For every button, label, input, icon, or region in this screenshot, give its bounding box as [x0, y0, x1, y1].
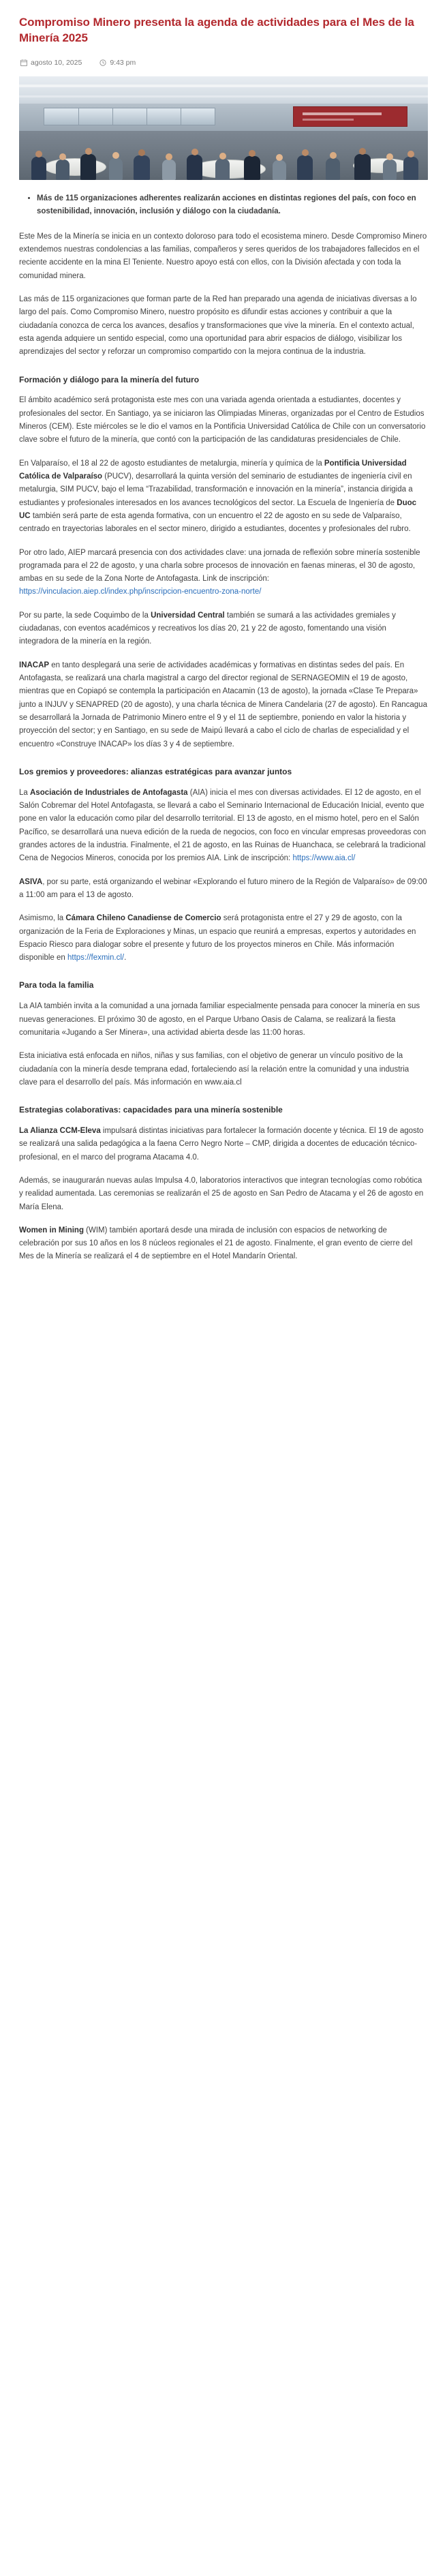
body-text: La [19, 788, 30, 797]
emphasis-text: Duoc UC [19, 498, 417, 520]
paragraph-b7 [19, 876, 428, 903]
paragraph-b8 [19, 912, 428, 965]
body-text: Esta iniciativa está enfocada en niños, niñas y sus familias, con el objetivo de generar un vínculo positivo de la ciudadanía con la minería desde temprana edad, fortaleciendo así la relación entre la comunidad y una industria clave para el desarrollo del país. Más información en www.aia.cl [19, 1052, 410, 1087]
emphasis-text: INACAP [19, 661, 50, 669]
paragraph-b1 [19, 457, 428, 536]
body-text: impulsará distintas iniciativas para fortalecer la formación docente y técnica. El 19 de agosto se realizará una salida pedagógica a la faena Cerro Negro Norte – CMP, dirigida a docentes de educación técnico-profesional, en el marco del programa Atacama 4.0. [19, 1126, 424, 1162]
body-text: en tanto desplegará una serie de actividades académicas y formativas en distintas sedes del país. En Antofagasta, se realizará una charla magistral a cargo del director regional de SERNAGEOMIN el 19 de agosto, mientras que en Copiapó se contempla la participación en Atacamin (13 de agosto), la jornada «Clase Te Prepara» junto a INJUV y SENAPRED (20 de agosto), y una charla técnica de Minera Candelaria (27 de agosto). En Rancagua se desarrollará la Jornada de Patrimonio Minero entre el 9 y el 11 de septiembre, poniendo en valor la historia y proyección del sector; y en Santiago, en su sede de Maipú llevará a cabo el ciclo de charlas de especialidad y el encuentro «Construye INACAP» los días 3 y 4 de septiembre. [19, 661, 427, 748]
paragraph-b3 [19, 609, 428, 649]
calendar-icon [20, 59, 27, 66]
paragraph-b14 [19, 1175, 428, 1214]
paragraph-b6 [19, 787, 428, 866]
emphasis-text: La Alianza CCM-Eleva [19, 1126, 101, 1135]
section-heading: Los gremios y proveedores: alianzas estratégicas para avanzar juntos [19, 766, 292, 776]
meta-date [20, 59, 82, 67]
body-text: será protagonista entre el 27 y 29 de agosto, con la organización de la Feria de Exploraciones y Minas, un espacio que reunirá a empresas, expertos y autoridades en Espacio Riesco para dialogar sobre el presente y futuro de los proyectos mineros en Chile. Más información disponible en [19, 914, 416, 963]
inline-link[interactable]: https://fexmin.cl/ [67, 954, 125, 963]
emphasis-text: ASIVA [19, 877, 43, 886]
body-text: . [124, 954, 127, 963]
inline-link[interactable]: https://vinculacion.aiep.cl/index.php/inscripcion-encuentro-zona-norte/ [19, 588, 262, 596]
paragraph-intro-1: Este Mes de la Minería se inicia en un contexto doloroso para todo el ecosistema minero. Desde Compromiso Minero extendemos nuestras condolencias a las familias, compañeros y seres queridos de los trabajadores fallecidos en el reciente accidente en la mina El Teniente. Nuestro apoyo está con ellos, con la División afectada y con toda la comunidad minera. [19, 232, 427, 280]
article-meta [20, 59, 428, 67]
paragraph-b15 [19, 1224, 428, 1264]
body-text: (PUCV), desarrollará la quinta versión del seminario de estudiantes de ingeniería civil en metalurgia, SIM PUCV, bajo el lema “Trazabilidad, transformación e innovación en la minería”, instancia dirigida a estudiantes y profesionales interesados en los avances tecnológicos del sector. La Escuela de Ingeniería de [19, 472, 413, 507]
meta-date-text: agosto 10, 2025 [31, 58, 82, 67]
conference-photo [19, 76, 428, 180]
section-heading: Estrategias colaborativas: capacidades para una minería sostenible [19, 1105, 283, 1115]
meta-time-text: 9:43 pm [110, 58, 136, 67]
paragraph-b10 [19, 1000, 428, 1040]
clock-icon [99, 59, 106, 66]
body-text: (AIA) inicia el mes con diversas actividades. El 12 de agosto, en el Salón Cobremar del Hotel Antofagasta, se llevará a cabo el Seminario Internacional de Educación Inicial, evento que pone en valor la educación como pilar del desarrollo territorial. El 13 de agosto, en el mismo hotel, pero en el Salón Pacífico, se desarrollará una nueva edición de la rueda de negocios, con foco en vincular empresas proveedoras con grandes actores de la industria. Finalmente, el 21 de agosto, en las Ruinas de Huanchaca, se celebrará la tradicional Cena de Negocios Mineros, conocida por los premios AIA. Link de inscripción: [19, 788, 427, 863]
meta-time [99, 59, 136, 67]
section-heading-formacion: Formación y diálogo para la minería del futuro [19, 374, 200, 384]
body-text: Por otro lado, AIEP marcará presencia con dos actividades clave: una jornada de reflexión sobre minería sostenible programada para el 22 de agosto, y una charla sobre procesos de innovación en faenas mineras, el 30 de agosto, ambas en su sede de la Zona Norte de Antofagasta. Link de inscripción: [19, 548, 420, 584]
section-heading: Para toda la familia [19, 980, 94, 990]
inline-link[interactable]: https://www.aia.cl/ [292, 854, 356, 863]
paragraph-b13 [19, 1125, 428, 1164]
paragraph-b11 [19, 1050, 428, 1089]
paragraph-formacion-1: El ámbito académico será protagonista este mes con una variada agenda orientada a estudiantes, docentes y profesionales del sector. En Santiago, ya se iniciaron las Olimpiadas Mineras, organizadas por el Centro de Estudios Mineros (CEM). Este miércoles se le dio el vamos en la Pontificia Universidad Católica de Chile con un conversatorio clave sobre el futuro de la minería, que contó con la participación de las candidaturas presidenciales de Chile. [19, 396, 426, 444]
body-text: En Valparaíso, el 18 al 22 de agosto estudiantes de metalurgia, minería y química de la [19, 459, 324, 468]
paragraph-b2 [19, 547, 428, 599]
body-text: también se sumará a las actividades gremiales y ciudadanas, con eventos académicos y recreativos los días 20, 21 y 22 de agosto, fomentando una visión integradora de la minería en la región. [19, 611, 396, 646]
body-text: Asimismo, la [19, 914, 66, 923]
body-text: también será parte de esta agenda formativa, con un encuentro el 22 de agosto en su sede de Valparaíso, centrado en trayectorias laborales en el sector minero, dirigido a estudiantes, docentes y profesionales del rubro. [19, 511, 411, 534]
emphasis-text: Cámara Chileno Canadiense de Comercio [65, 914, 221, 923]
page-title: Compromiso Minero presenta la agenda de actividades para el Mes de la Minería 2025 [19, 16, 414, 44]
body-text: La AIA también invita a la comunidad a una jornada familiar especialmente pensada para conocer la minería en sus nuevas generaciones. El próximo 30 de agosto, en el Parque Urbano Oasis de Calama, se realizará la fiesta comunitaria «Jugando a Ser Minera», una actividad abierta desde las 11:00 horas. [19, 1002, 420, 1037]
body-text: , por su parte, está organizando el webinar «Explorando el futuro minero de la Región de Valparaíso» de 09:00 a 11:00 am para el 13 de agosto. [19, 877, 427, 899]
paragraph-b4 [19, 659, 428, 751]
paragraph-intro-2: Las más de 115 organizaciones que forman parte de la Red han preparado una agenda de iniciativas diversas a lo largo del país. Como Compromiso Minero, nuestro propósito es difundir estas acciones y contribuir a que la ciudadanía conozca de cerca los avances, desafíos y transformaciones que vive la minería. En el contexto actual, esta agenda adquiere un sentido especial, como una oportunidad para abrir espacios de diálogo, visibilizar los aprendizajes del sector y reforzar un compromiso compartido con la mejora continua de la industria. [19, 295, 417, 357]
hero-image [19, 76, 428, 180]
highlight-list [19, 192, 428, 218]
emphasis-text: Asociación de Industriales de Antofagasta [30, 788, 188, 797]
emphasis-text: Universidad Central [151, 611, 225, 620]
article-body-blocks [19, 457, 428, 1264]
body-text: Además, se inaugurarán nuevas aulas Impulsa 4.0, laboratorios interactivos que integran tecnologías como robótica y realidad aumentada. Las ceremonias se realizarán el 25 de agosto en San Pedro de Atacama y el 26 de agosto en María Elena. [19, 1176, 424, 1211]
list-item: • Más de 115 organizaciones adherentes realizarán acciones en distintas regiones del país, con foco en sostenibilidad, innovación, inclusión y diálogo con la ciudadanía. [37, 192, 428, 218]
crowd-decor [19, 121, 428, 180]
emphasis-text: Women in Mining [19, 1226, 84, 1234]
emphasis-text: Pontificia Universidad Católica de Valparaíso [19, 459, 407, 481]
body-text: Por su parte, la sede Coquimbo de la [19, 611, 151, 620]
body-text: (WIM) también aportará desde una mirada de inclusión con espacios de networking de celebración por sus 10 años en los 8 núcleos regionales el 21 de agosto. Finalmente, el gran evento de cierre del Mes de la Minería se realizará el 4 de septiembre en el Hotel Mandarín Oriental. [19, 1226, 413, 1261]
